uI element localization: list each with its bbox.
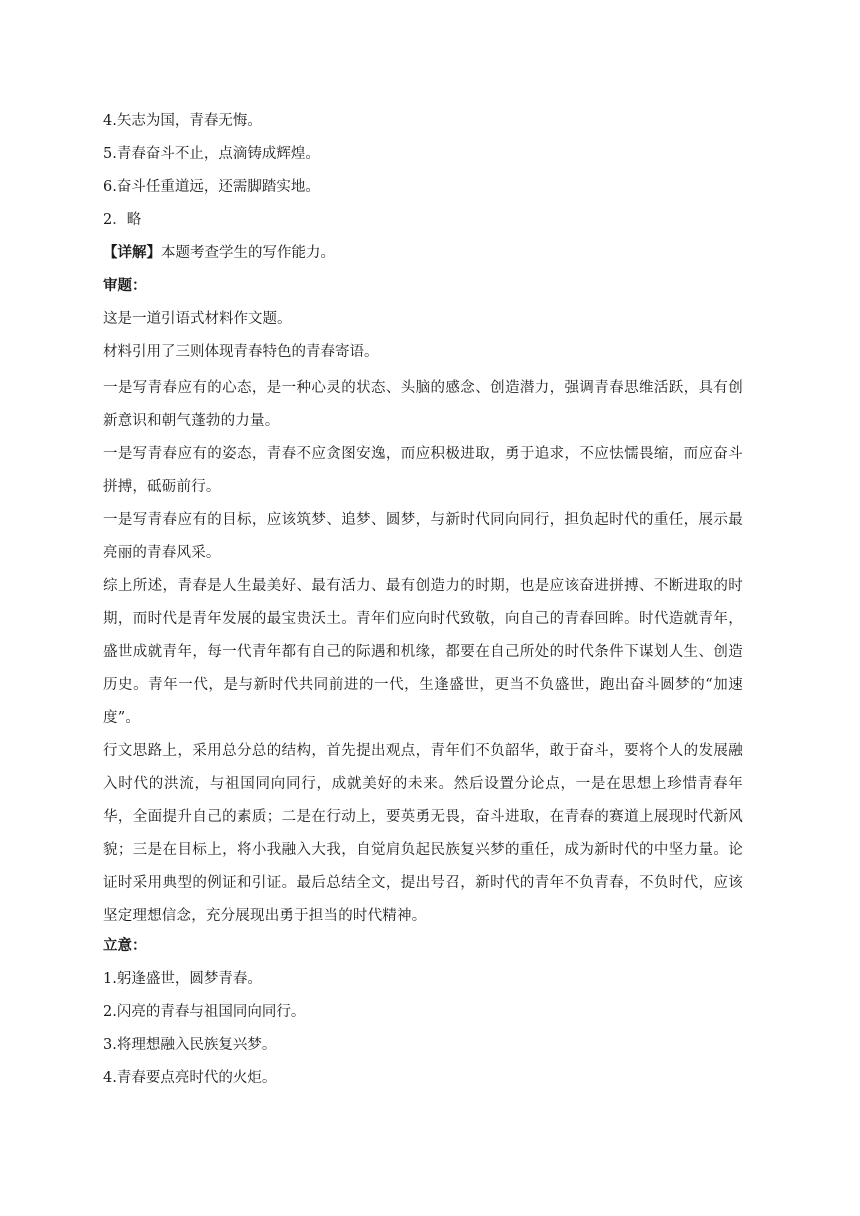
document-body [103, 108, 743, 1098]
liyi-heading: 立意： [103, 937, 147, 954]
detail-label: 【详解】 [103, 244, 161, 261]
paragraph: 综上所述，青春是人生最美好、最有活力、最有创造力的时期，也是应该奋进拼搏、不断进取的时期，而时代是青年发展的最宝贵沃土。青年们应向时代致敬，向自己的青春回眸。时代造就青年，盛世成就青年，每一代青年都有自己的际遇和机缘，都要在自己所处的时代条件下谋划人生、创造历史。青年一代，是与新时代共同前进的一代，生逢盛世，更当不负盛世，跑出奋斗圆梦的“加速度”。 [103, 578, 743, 726]
liyi-item: 2.闪亮的青春与祖国同向同行。 [103, 1004, 306, 1020]
detail-text: 本题考查学生的写作能力。 [161, 245, 335, 261]
liyi-item: 1.躬逢盛世，圆梦青春。 [103, 971, 262, 987]
list-item: 5.青春奋斗不止，点滴铸成辉煌。 [103, 146, 320, 162]
paragraph: 一是写青春应有的目标，应该筑梦、追梦、圆梦，与新时代同向同行，担负起时代的重任，展示最亮丽的青春风采。 [103, 512, 743, 561]
shenti-heading: 审题： [103, 277, 147, 294]
detail-line [103, 240, 743, 273]
liyi-item: 4.青春要点亮时代的火炬。 [103, 1070, 277, 1086]
paragraph: 一是写青春应有的心态，是一种心灵的状态、头脑的感念、创造潜力，强调青春思维活跃，具有创新意识和朝气蓬勃的力量。 [103, 380, 743, 429]
liyi-item: 3.将理想融入民族复兴梦。 [103, 1037, 277, 1053]
list-item: 6.奋斗任重道远，还需脚踏实地。 [103, 179, 320, 195]
paragraph: 一是写青春应有的姿态，青春不应贪图安逸，而应积极进取，勇于追求，不应怯懦畏缩，而应奋斗拼搏，砥砺前行。 [103, 446, 743, 495]
shenti-line: 这是一道引语式材料作文题。 [103, 311, 292, 327]
paragraph: 行文思路上，采用总分总的结构，首先提出观点，青年们不负韶华，敢于奋斗，要将个人的发展融入时代的洪流，与祖国同向同行，成就美好的未来。然后设置分论点，一是在思想上珍惜青春年华，全面提升自己的素质；二是在行动上，要英勇无畏，奋斗进取，在青春的赛道上展现时代新风貌；三是在目标上，将小我融入大我，自觉肩负起民族复兴梦的重任，成为新时代的中坚力量。论证时采用典型的例证和引证。最后总结全文，提出号召，新时代的青年不负青春，不负时代，应该坚定理想信念，充分展现出勇于担当的时代精神。 [103, 743, 743, 924]
list-item: 4.矢志为国，青春无悔。 [103, 113, 262, 129]
shenti-line: 材料引用了三则体现青春特色的青春寄语。 [103, 344, 379, 360]
answer-item-2: 2．略 [103, 212, 142, 228]
